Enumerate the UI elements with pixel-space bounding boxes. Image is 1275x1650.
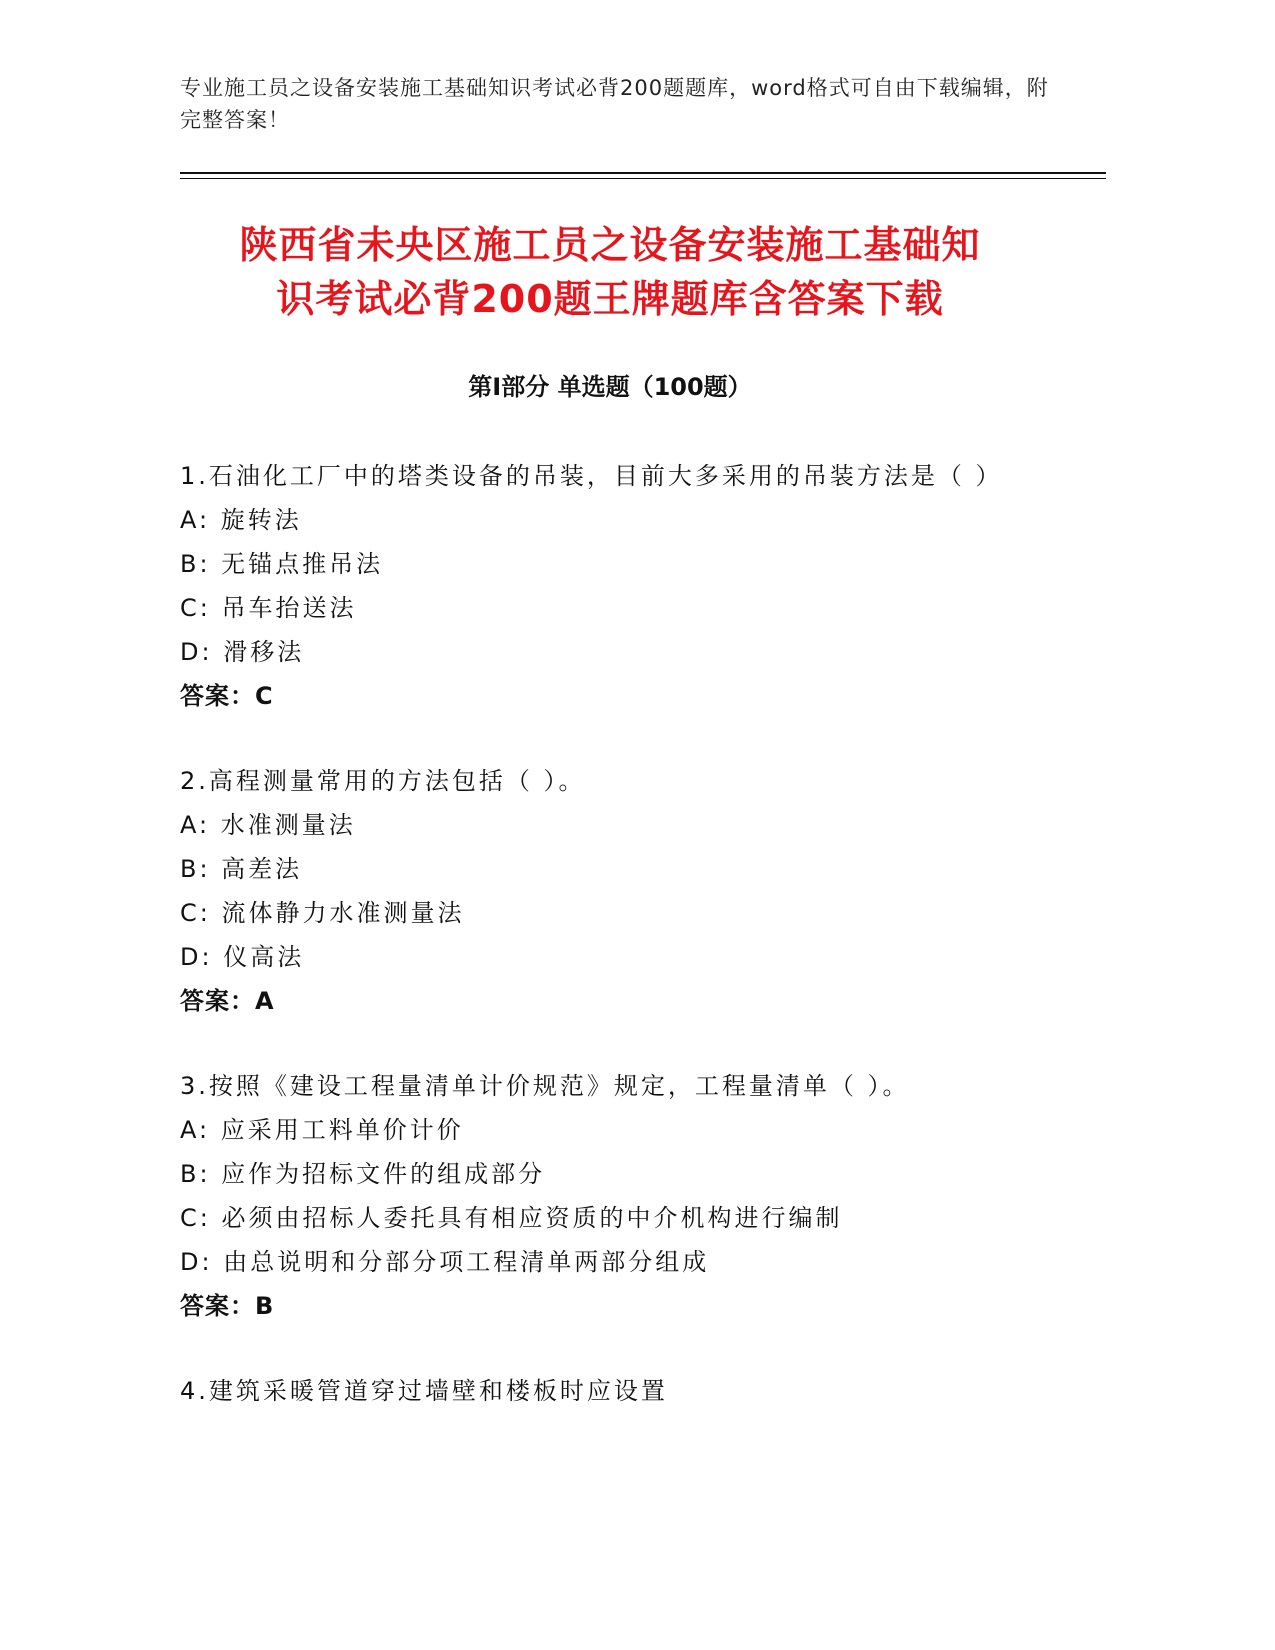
section-title: 第Ⅰ部分 单选题（100题）	[468, 373, 752, 401]
option-b: B: 无锚点推吊法	[180, 550, 384, 578]
question-stem: 1.石油化工厂中的塔类设备的吊装，目前大多采用的吊装方法是（ ）	[180, 462, 1003, 490]
question-stem: 2.高程测量常用的方法包括（ ）。	[180, 767, 586, 795]
option-a: A: 水准测量法	[180, 811, 356, 839]
option-b: B: 高差法	[180, 855, 303, 883]
header-rule-thin	[180, 178, 1106, 179]
option-c: C: 必须由招标人委托具有相应资质的中介机构进行编制	[180, 1204, 843, 1232]
header-rule-thick	[180, 172, 1106, 174]
option-c: C: 流体静力水准测量法	[180, 899, 465, 927]
question-4	[180, 1369, 1100, 1413]
option-a: A: 旋转法	[180, 506, 302, 534]
question-2	[180, 759, 1100, 1023]
option-c: C: 吊车抬送法	[180, 594, 357, 622]
question-stem: 4.建筑采暖管道穿过墙壁和楼板时应设置	[180, 1377, 668, 1405]
answer: 答案：C	[180, 682, 274, 710]
option-d: D: 滑移法	[180, 638, 305, 666]
option-a: A: 应采用工料单价计价	[180, 1116, 464, 1144]
option-b: B: 应作为招标文件的组成部分	[180, 1160, 546, 1188]
question-3	[180, 1064, 1100, 1328]
option-d: D: 由总说明和分部分项工程清单两部分组成	[180, 1248, 710, 1276]
question-1	[180, 454, 1100, 718]
answer: 答案：B	[180, 1292, 275, 1320]
header-note: 专业施工员之设备安装施工基础知识考试必背200题题库，word格式可自由下载编辑，附完整答案！	[180, 76, 1049, 132]
document-title-line-1: 陕西省未央区施工员之设备安装施工基础知	[239, 223, 981, 267]
question-list	[180, 454, 1100, 1454]
option-d: D: 仪高法	[180, 943, 305, 971]
answer: 答案：A	[180, 987, 275, 1015]
question-stem: 3.按照《建设工程量清单计价规范》规定，工程量清单（ ）。	[180, 1072, 910, 1100]
document-title-line-2: 识考试必背200题王牌题库含答案下载	[276, 277, 944, 321]
document-title	[160, 218, 1060, 326]
